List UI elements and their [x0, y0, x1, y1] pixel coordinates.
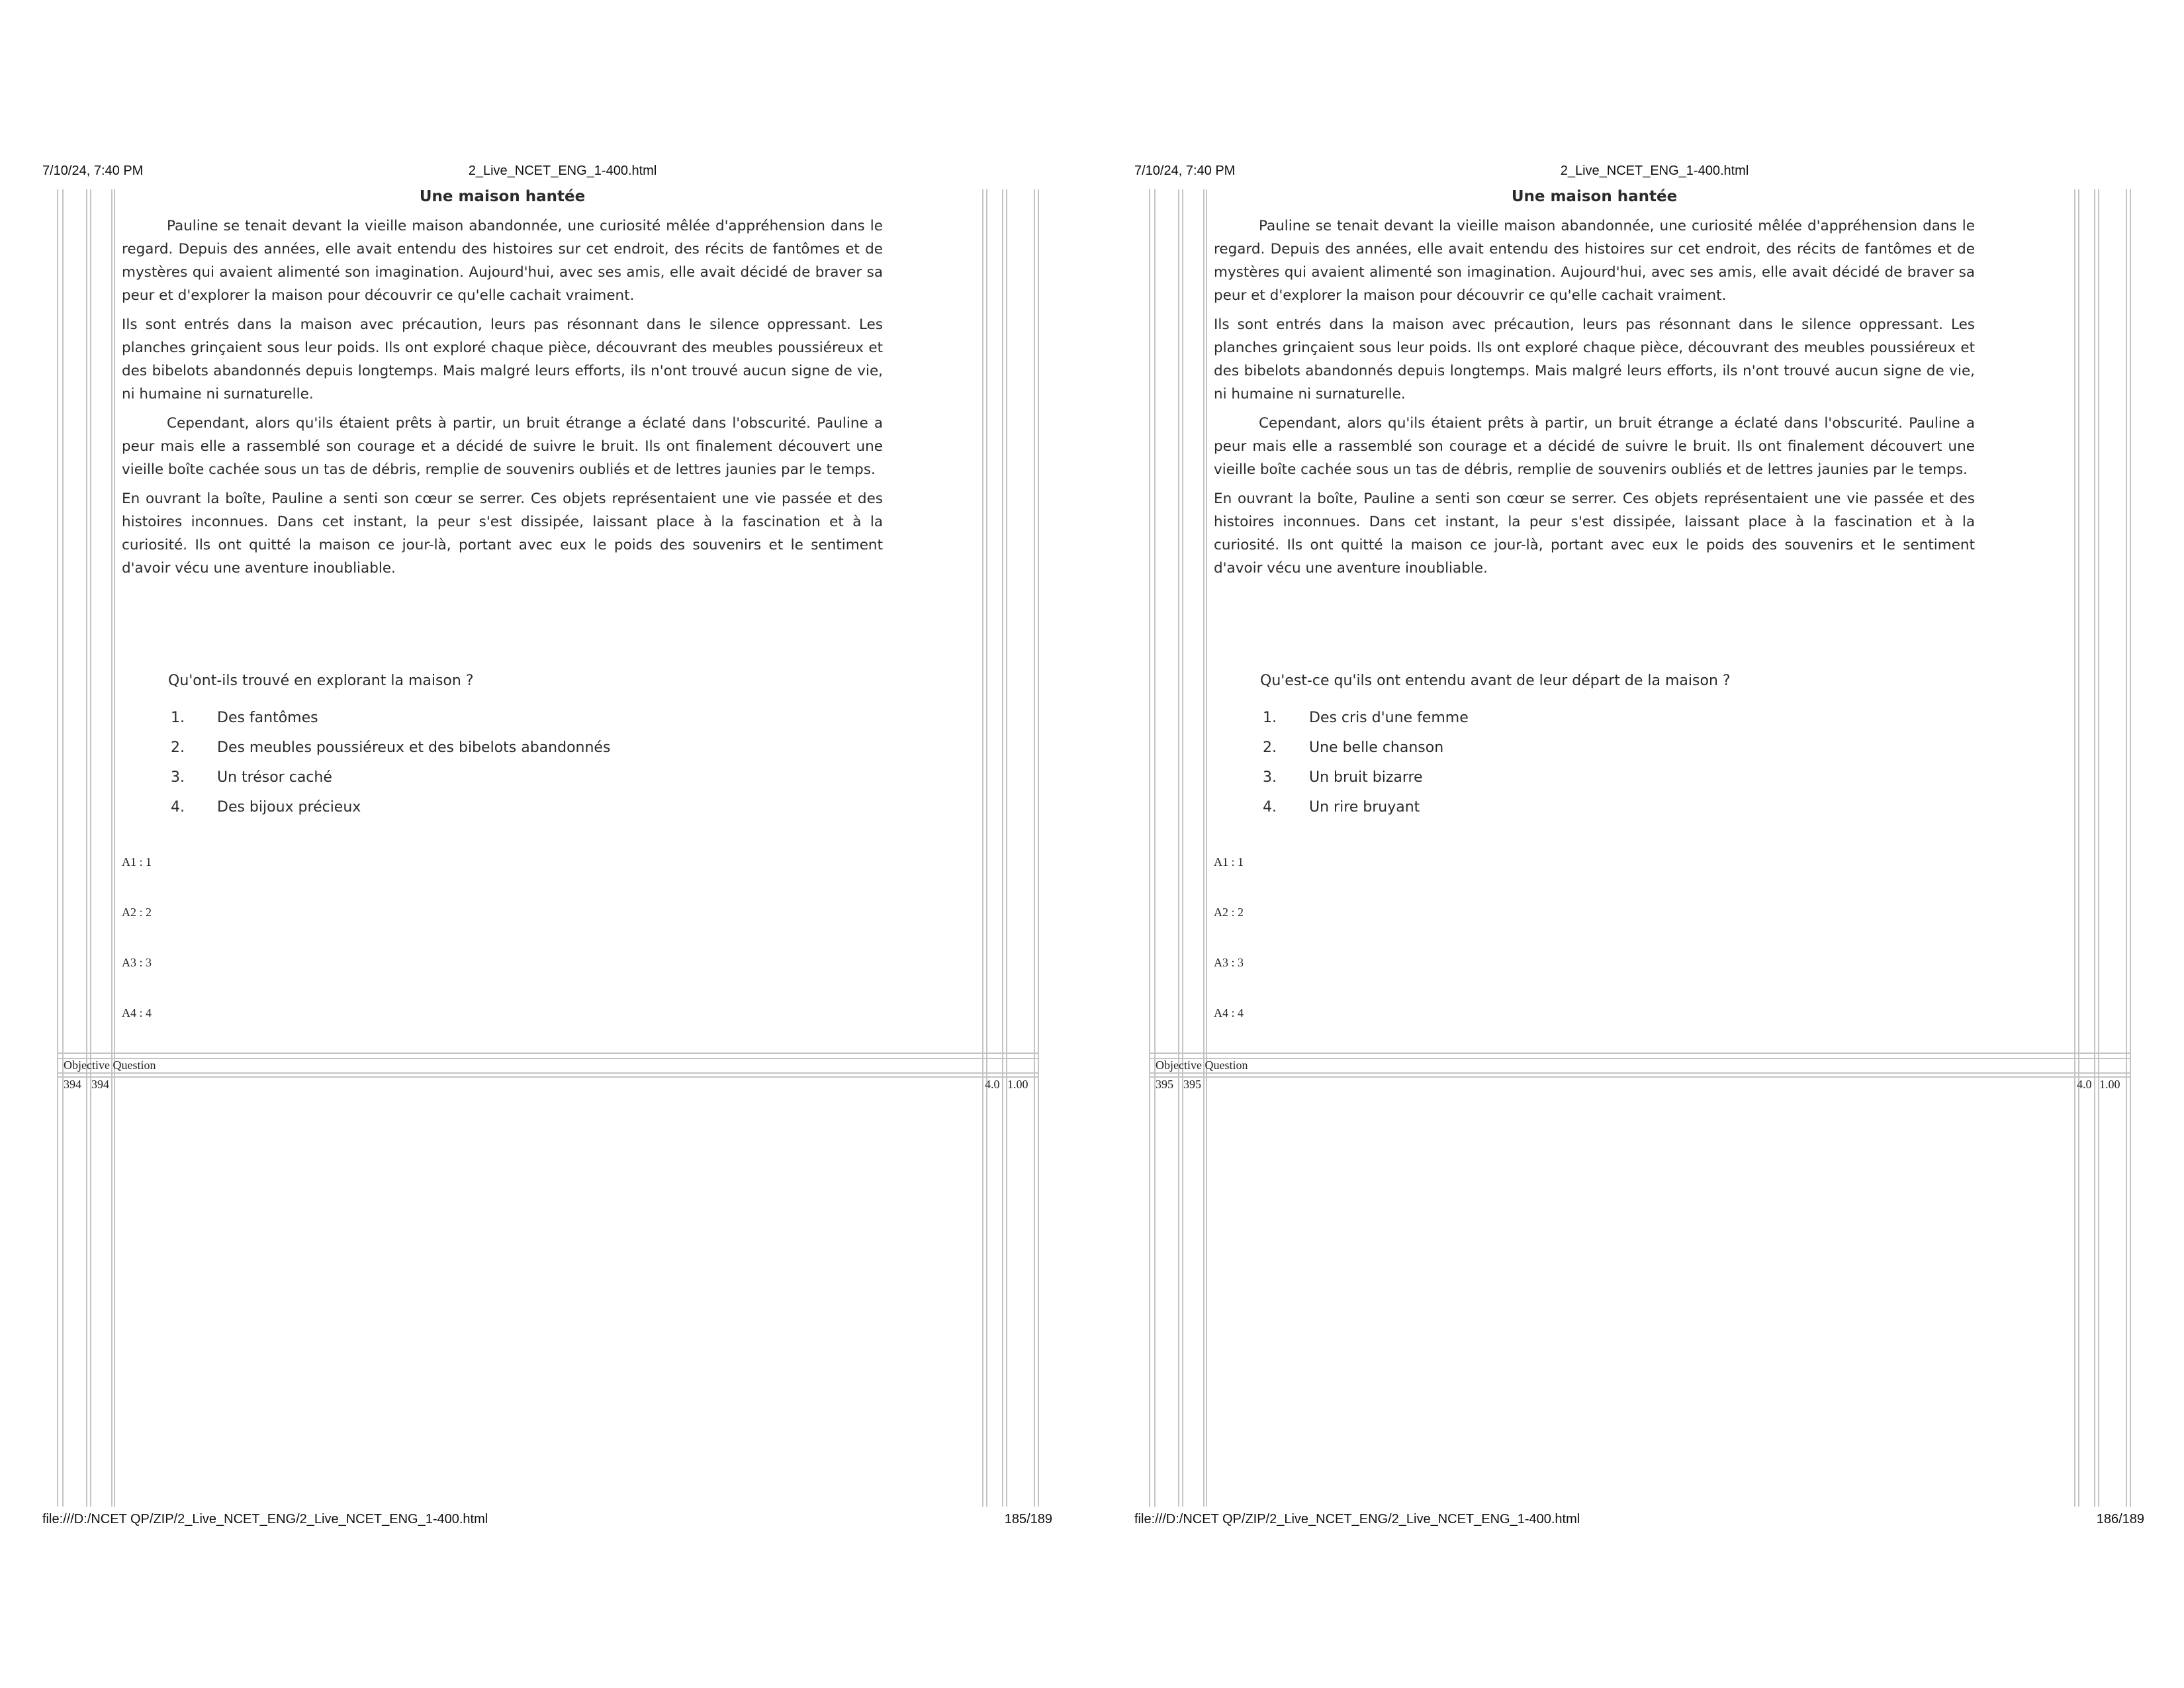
passage-paragraph: Pauline se tenait devant la vieille maison abandonnée, une curiosité mêlée d'appréhension dans le regard. Depuis des années, elle avait entendu des histoires sur cet endroit, des récits de fantômes et de mystères qui avaient alimenté son imagination. Aujourd'hui, avec ses amis, elle avait décidé de braver sa peur et d'explorer la maison pour découvrir ce qu'elle cachait vraiment.	[122, 218, 883, 304]
question-id: 395	[1183, 1078, 1201, 1091]
marks: 4.0	[2077, 1078, 2092, 1091]
footer-path: file:///D:/NCET QP/ZIP/2_Live_NCET_ENG/2_Live_NCET_ENG_1-400.html	[42, 1512, 488, 1526]
question-text: Qu'est-ce qu'ils ont entendu avant de leur départ de la maison ?	[1260, 673, 1731, 689]
question-text: Qu'ont-ils trouvé en explorant la maison ?	[168, 673, 474, 689]
option-item	[1263, 792, 1469, 822]
negative-marks: 1.00	[1007, 1078, 1028, 1091]
table-border	[2074, 189, 2075, 1507]
option-number: 3.	[171, 769, 185, 786]
option-text: Des meubles poussiéreux et des bibelots abandonnés	[217, 739, 611, 756]
option-item	[171, 792, 610, 822]
option-number: 4.	[1263, 799, 1277, 816]
table-row-border	[1149, 1076, 2130, 1078]
table-border	[986, 189, 987, 1507]
option-number: 2.	[1263, 739, 1277, 756]
printed-page-right	[1092, 0, 2184, 1688]
table-border	[982, 189, 983, 1507]
table-row-border	[57, 1072, 1038, 1074]
option-text: Un bruit bizarre	[1309, 769, 1423, 786]
option-item	[171, 763, 610, 792]
table-border	[1154, 189, 1156, 1507]
table-row-border	[57, 1058, 1038, 1059]
table-border	[2126, 189, 2127, 1507]
answer-key: A3 : 3	[122, 956, 152, 969]
answer-key: A1 : 1	[1214, 855, 1244, 868]
negative-marks: 1.00	[2099, 1078, 2120, 1091]
table-border	[2078, 189, 2079, 1507]
option-number: 3.	[1263, 769, 1277, 786]
passage-paragraph: Ils sont entrés dans la maison avec précaution, leurs pas résonnant dans le silence oppressant. Les planches grinçaient sous leur poids. Ils ont exploré chaque pièce, découvrant des meubles poussiéreux et des bibelots abandonnés depuis longtemps. Mais malgré leurs efforts, ils n'ont trouvé aucun signe de vie, ni humaine ni surnaturelle.	[122, 316, 883, 402]
passage	[1214, 188, 1975, 586]
table-row-border	[57, 1053, 1038, 1054]
passage-title: Une maison hantée	[419, 188, 586, 205]
question-id: 394	[64, 1078, 81, 1091]
footer-page-number: 185/189	[1004, 1512, 1052, 1526]
answer-key: A2 : 2	[1214, 906, 1244, 919]
passage-paragraph: Pauline se tenait devant la vieille maison abandonnée, une curiosité mêlée d'appréhension dans le regard. Depuis des années, elle avait entendu des histoires sur cet endroit, des récits de fantômes et de mystères qui avaient alimenté son imagination. Aujourd'hui, avec ses amis, elle avait décidé de braver sa peur et d'explorer la maison pour découvrir ce qu'elle cachait vraiment.	[1214, 218, 1975, 304]
passage-title: Une maison hantée	[1511, 188, 1678, 205]
option-number: 1.	[171, 710, 185, 726]
table-border	[114, 189, 115, 1507]
table-border	[86, 189, 87, 1507]
table-border	[1206, 189, 1207, 1507]
option-item	[171, 733, 610, 763]
question-type: Objective Question	[1156, 1058, 1248, 1072]
option-text: Une belle chanson	[1309, 739, 1444, 756]
option-list	[1263, 703, 1469, 822]
table-border	[2130, 189, 2131, 1507]
option-text: Un rire bruyant	[1309, 799, 1420, 816]
table-border	[1006, 189, 1007, 1507]
passage-paragraph: En ouvrant la boîte, Pauline a senti son cœur se serrer. Ces objets représentaient une vie passée et des histoires inconnues. Dans cet instant, la peur s'est dissipée, laissant place à la fascination et à la curiosité. Ils ont quitté la maison ce jour-là, portant avec eux le poids des souvenirs et le sentiment d'avoir vécu une aventure inoubliable.	[122, 491, 883, 577]
footer-path: file:///D:/NCET QP/ZIP/2_Live_NCET_ENG/2_Live_NCET_ENG_1-400.html	[1134, 1512, 1580, 1526]
passage-paragraph: Ils sont entrés dans la maison avec précaution, leurs pas résonnant dans le silence oppressant. Les planches grinçaient sous leur poids. Ils ont exploré chaque pièce, découvrant des meubles poussiéreux et des bibelots abandonnés depuis longtemps. Mais malgré leurs efforts, ils n'ont trouvé aucun signe de vie, ni humaine ni surnaturelle.	[1214, 316, 1975, 402]
table-border	[1178, 189, 1179, 1507]
answer-key: A1 : 1	[122, 855, 152, 868]
table-border	[1182, 189, 1183, 1507]
answer-key: A3 : 3	[1214, 956, 1244, 969]
option-list	[171, 703, 610, 822]
answer-key: A4 : 4	[1214, 1006, 1244, 1019]
option-item	[1263, 703, 1469, 733]
table-border	[62, 189, 64, 1507]
passage-paragraph: Cependant, alors qu'ils étaient prêts à partir, un bruit étrange a éclaté dans l'obscurité. Pauline a peur mais elle a rassemblé son courage et a décidé de suivre le bruit. Ils ont finalement découvert une vieille boîte cachée sous un tas de débris, remplie de souvenirs oubliés et de lettres jaunies par le temps.	[122, 415, 883, 478]
option-number: 2.	[171, 739, 185, 756]
table-border	[1149, 189, 1150, 1507]
footer-page-number: 186/189	[2096, 1512, 2144, 1526]
table-border	[1002, 189, 1003, 1507]
table-row-border	[1149, 1072, 2130, 1074]
option-item	[1263, 763, 1469, 792]
table-border	[1034, 189, 1035, 1507]
table-border	[1038, 189, 1039, 1507]
marks: 4.0	[985, 1078, 1000, 1091]
option-text: Un trésor caché	[217, 769, 332, 786]
table-row-border	[1149, 1053, 2130, 1054]
table-border	[57, 189, 58, 1507]
table-border	[90, 189, 91, 1507]
option-number: 4.	[171, 799, 185, 816]
option-text: Des bijoux précieux	[217, 799, 361, 816]
question-id: 394	[91, 1078, 109, 1091]
table-border	[1203, 189, 1205, 1507]
table-border	[2094, 189, 2095, 1507]
answer-key: A4 : 4	[122, 1006, 152, 1019]
table-border	[111, 189, 113, 1507]
question-type: Objective Question	[64, 1058, 156, 1072]
table-border	[2098, 189, 2099, 1507]
header-date: 7/10/24, 7:40 PM	[1134, 164, 1236, 178]
option-number: 1.	[1263, 710, 1277, 726]
option-item	[171, 703, 610, 733]
option-text: Des fantômes	[217, 710, 318, 726]
option-text: Des cris d'une femme	[1309, 710, 1469, 726]
header-title: 2_Live_NCET_ENG_1-400.html	[468, 164, 657, 178]
header-date: 7/10/24, 7:40 PM	[42, 164, 144, 178]
question-id: 395	[1156, 1078, 1173, 1091]
passage	[122, 188, 883, 586]
table-row-border	[1149, 1058, 2130, 1059]
passage-paragraph: Cependant, alors qu'ils étaient prêts à partir, un bruit étrange a éclaté dans l'obscurité. Pauline a peur mais elle a rassemblé son courage et a décidé de suivre le bruit. Ils ont finalement découvert une vieille boîte cachée sous un tas de débris, remplie de souvenirs oubliés et de lettres jaunies par le temps.	[1214, 415, 1975, 478]
option-item	[1263, 733, 1469, 763]
header-title: 2_Live_NCET_ENG_1-400.html	[1560, 164, 1749, 178]
passage-paragraph: En ouvrant la boîte, Pauline a senti son cœur se serrer. Ces objets représentaient une vie passée et des histoires inconnues. Dans cet instant, la peur s'est dissipée, laissant place à la fascination et à la curiosité. Ils ont quitté la maison ce jour-là, portant avec eux le poids des souvenirs et le sentiment d'avoir vécu une aventure inoubliable.	[1214, 491, 1975, 577]
answer-key: A2 : 2	[122, 906, 152, 919]
table-row-border	[57, 1076, 1038, 1078]
